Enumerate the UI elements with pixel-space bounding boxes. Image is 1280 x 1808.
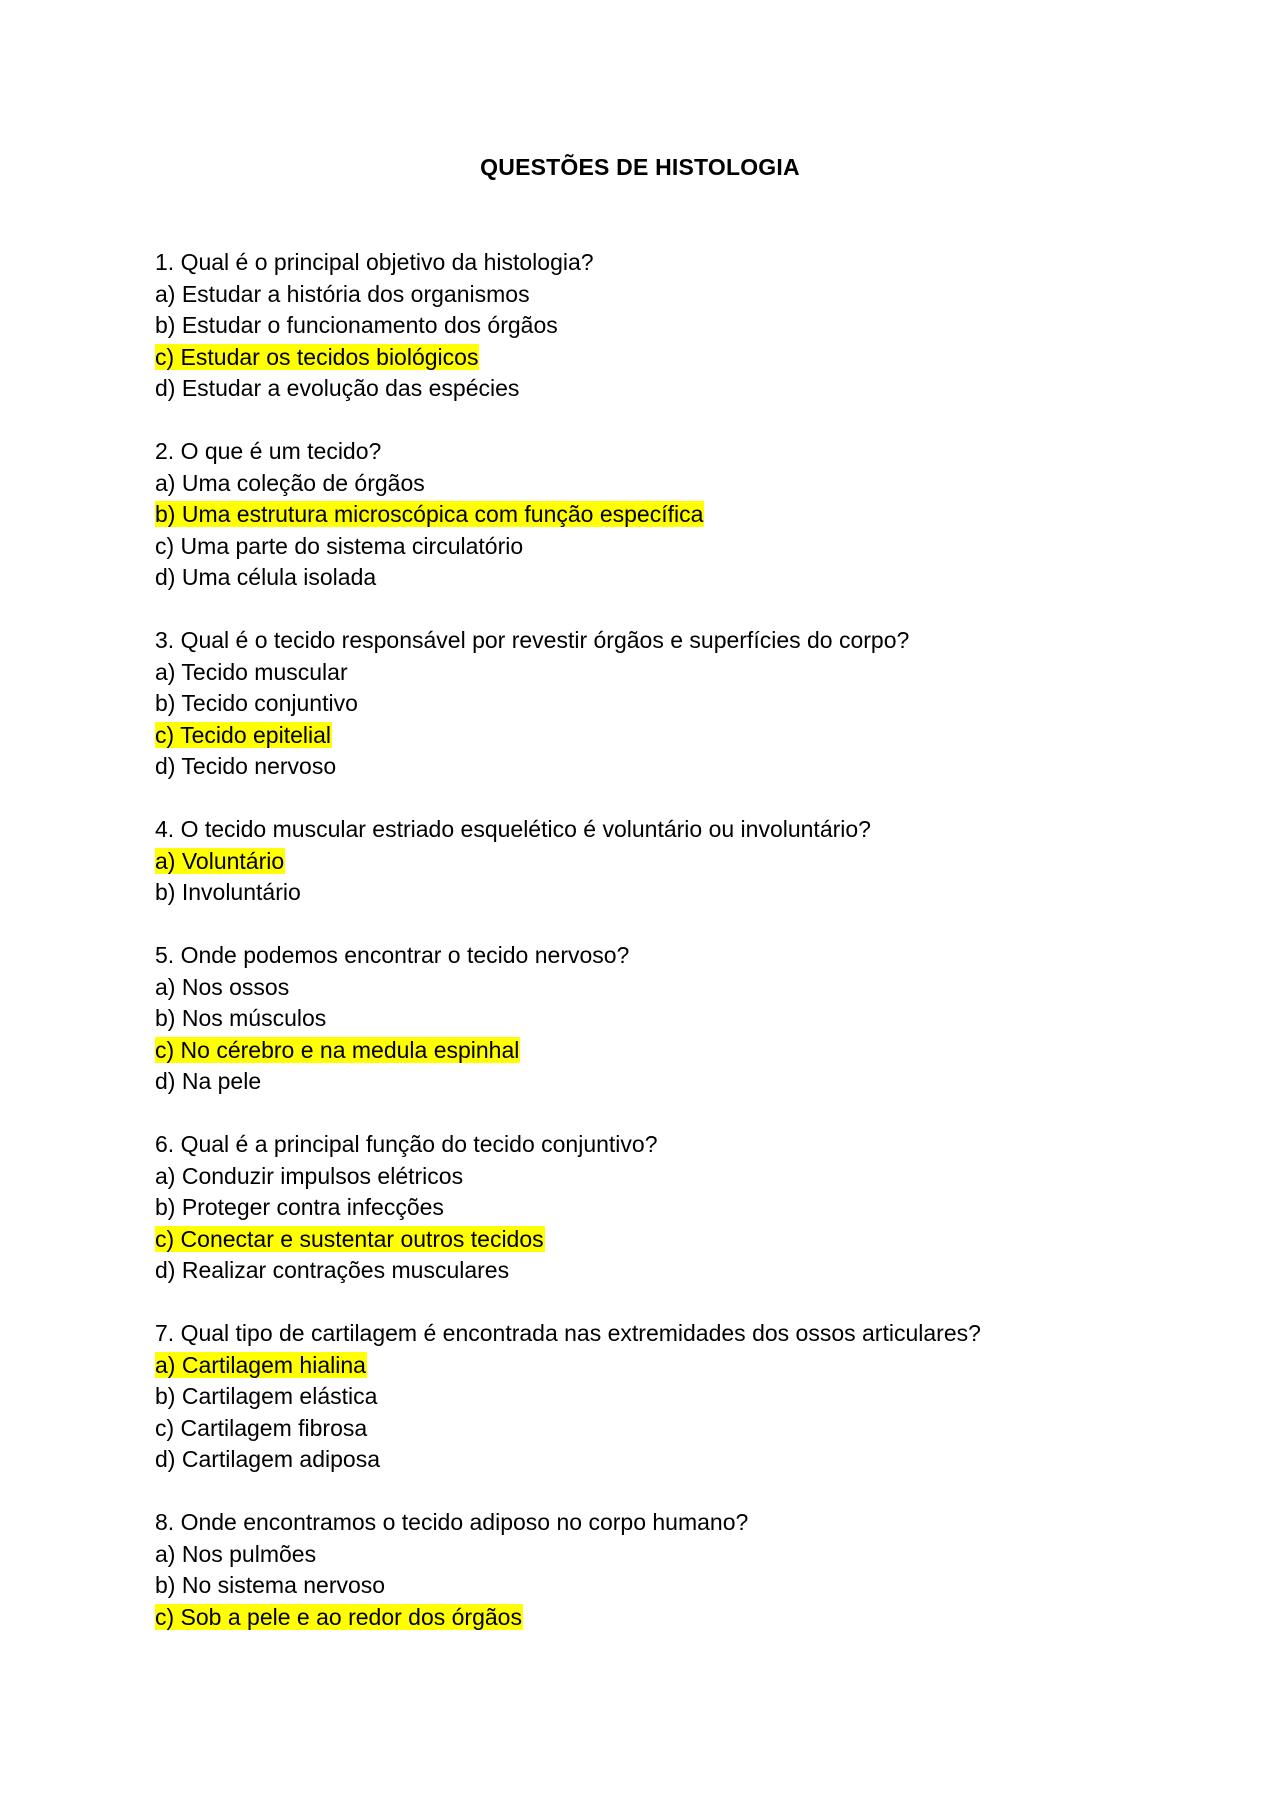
option-c-correct: c) Tecido epitelial xyxy=(155,721,332,748)
question-text: 2. O que é um tecido? xyxy=(155,438,382,464)
option-a-correct: a) Voluntário xyxy=(155,847,285,874)
option-c-correct: c) Estudar os tecidos biológicos xyxy=(155,343,479,370)
option-a: a) Estudar a história dos organismos xyxy=(155,280,530,307)
question-1 xyxy=(155,247,1155,405)
option-a-correct: a) Cartilagem hialina xyxy=(155,1351,366,1378)
question-4 xyxy=(155,814,1155,909)
question-text: 8. Onde encontramos o tecido adiposo no corpo humano? xyxy=(155,1509,749,1535)
option-b: b) No sistema nervoso xyxy=(155,1572,386,1598)
question-text: 3. Qual é o tecido responsável por revestir órgãos e superfícies do corpo? xyxy=(155,627,910,653)
page-title: QUESTÕES DE HISTOLOGIA xyxy=(480,154,800,180)
option-d: d) Tecido nervoso xyxy=(155,753,337,779)
question-2 xyxy=(155,436,1155,594)
option-c-correct: c) No cérebro e na medula espinhal xyxy=(155,1036,520,1063)
question-text: 7. Qual tipo de cartilagem é encontrada nas extremidades dos ossos articulares? xyxy=(155,1320,981,1346)
option-d: d) Uma célula isolada xyxy=(155,564,377,590)
option-d: d) Estudar a evolução das espécies xyxy=(155,375,520,401)
option-c: c) Cartilagem fibrosa xyxy=(155,1414,368,1441)
question-7 xyxy=(155,1318,1155,1476)
option-c: c) Uma parte do sistema circulatório xyxy=(155,532,524,559)
question-text: 4. O tecido muscular estriado esquelético é voluntário ou involuntário? xyxy=(155,816,871,842)
question-list xyxy=(155,247,1155,1665)
option-a: a) Uma coleção de órgãos xyxy=(155,469,425,496)
option-a: a) Conduzir impulsos elétricos xyxy=(155,1162,464,1189)
question-3 xyxy=(155,625,1155,783)
option-a: a) Nos pulmões xyxy=(155,1540,317,1567)
option-b: b) Nos músculos xyxy=(155,1005,327,1031)
question-6 xyxy=(155,1129,1155,1287)
option-d: d) Cartilagem adiposa xyxy=(155,1446,381,1472)
option-b: b) Estudar o funcionamento dos órgãos xyxy=(155,312,558,338)
option-c-correct: c) Sob a pele e ao redor dos órgãos xyxy=(155,1603,522,1630)
option-a: a) Tecido muscular xyxy=(155,658,348,685)
question-text: 1. Qual é o principal objetivo da histologia? xyxy=(155,249,594,275)
question-text: 6. Qual é a principal função do tecido conjuntivo? xyxy=(155,1131,658,1157)
option-b: b) Involuntário xyxy=(155,879,301,905)
question-5 xyxy=(155,940,1155,1098)
option-b-correct: b) Uma estrutura microscópica com função específica xyxy=(155,501,704,527)
option-b: b) Tecido conjuntivo xyxy=(155,690,358,716)
question-text: 5. Onde podemos encontrar o tecido nervoso? xyxy=(155,942,630,968)
option-c-correct: c) Conectar e sustentar outros tecidos xyxy=(155,1225,544,1252)
option-b: b) Cartilagem elástica xyxy=(155,1383,378,1409)
option-a: a) Nos ossos xyxy=(155,973,290,1000)
option-d: d) Na pele xyxy=(155,1068,262,1094)
option-b: b) Proteger contra infecções xyxy=(155,1194,444,1220)
question-8 xyxy=(155,1507,1155,1633)
option-d: d) Realizar contrações musculares xyxy=(155,1257,510,1283)
